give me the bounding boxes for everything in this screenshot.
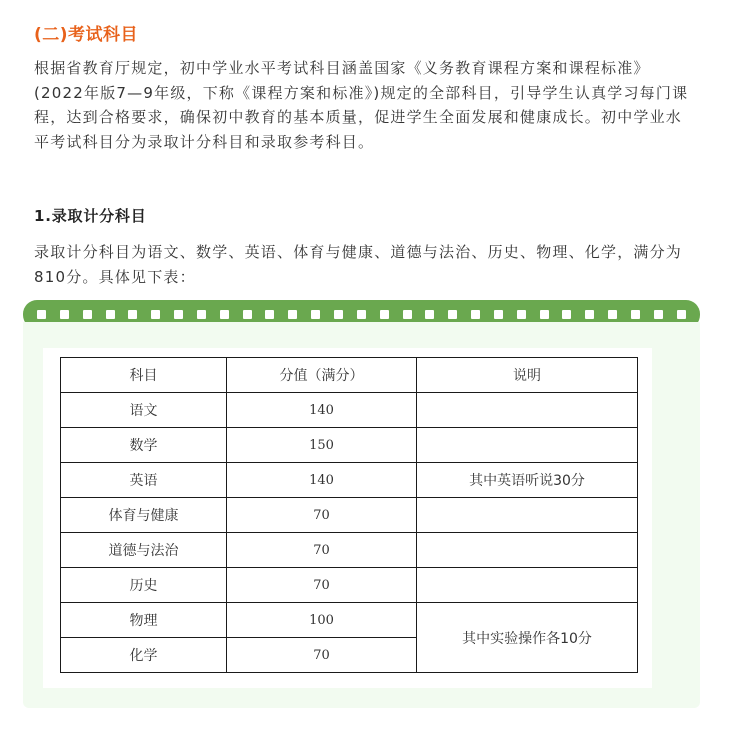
square-dot-icon	[174, 310, 183, 319]
square-dot-icon	[425, 310, 434, 319]
score-cell: 70	[227, 533, 417, 568]
table-row	[61, 463, 638, 498]
square-dot-icon	[243, 310, 252, 319]
subject-cell: 体育与健康	[61, 498, 227, 533]
square-dot-icon	[357, 310, 366, 319]
square-dot-icon	[288, 310, 297, 319]
note-cell	[417, 393, 638, 428]
table-row	[61, 533, 638, 568]
square-dot-icon	[197, 310, 206, 319]
square-dot-icon	[380, 310, 389, 319]
square-dot-icon	[403, 310, 412, 319]
square-dot-icon	[128, 310, 137, 319]
table-row	[61, 428, 638, 463]
note-cell	[417, 498, 638, 533]
square-dot-icon	[631, 310, 640, 319]
header-score: 分值（满分）	[227, 358, 417, 393]
header-subject: 科目	[61, 358, 227, 393]
subject-cell: 语文	[61, 393, 227, 428]
square-dot-icon	[151, 310, 160, 319]
square-dot-icon	[334, 310, 343, 319]
table-row	[61, 568, 638, 603]
square-dot-icon	[311, 310, 320, 319]
score-cell: 70	[227, 568, 417, 603]
header-note: 说明	[417, 358, 638, 393]
square-dot-icon	[494, 310, 503, 319]
score-cell: 140	[227, 393, 417, 428]
square-dot-icon	[608, 310, 617, 319]
note-cell: 其中英语听说30分	[417, 463, 638, 498]
subject-cell: 英语	[61, 463, 227, 498]
square-dot-icon	[106, 310, 115, 319]
square-dot-icon	[677, 310, 686, 319]
score-cell: 70	[227, 638, 417, 673]
square-dot-icon	[60, 310, 69, 319]
table-header-row	[61, 358, 638, 393]
square-dot-icon	[517, 310, 526, 319]
table-row	[61, 498, 638, 533]
subject-cell: 数学	[61, 428, 227, 463]
note-cell	[417, 428, 638, 463]
subsection-title: 1.录取计分科目	[34, 207, 147, 225]
subject-cell: 物理	[61, 603, 227, 638]
score-cell: 70	[227, 498, 417, 533]
square-dot-icon	[540, 310, 549, 319]
subject-cell: 历史	[61, 568, 227, 603]
note-cell-merged: 其中实验操作各10分	[417, 603, 638, 673]
subject-cell: 道德与法治	[61, 533, 227, 568]
subsection-paragraph: 录取计分科目为语文、数学、英语、体育与健康、道德与法治、历史、物理、化学，满分为810分。具体见下表：	[34, 243, 683, 286]
square-dot-icon	[37, 310, 46, 319]
table-row	[61, 393, 638, 428]
score-table	[60, 357, 638, 673]
square-dot-icon	[83, 310, 92, 319]
subject-cell: 化学	[61, 638, 227, 673]
section-title: (二)考试科目	[34, 25, 139, 45]
square-dot-icon	[562, 310, 571, 319]
square-dot-icon	[265, 310, 274, 319]
note-cell	[417, 568, 638, 603]
square-dot-icon	[448, 310, 457, 319]
score-cell: 100	[227, 603, 417, 638]
score-cell: 140	[227, 463, 417, 498]
square-dot-icon	[220, 310, 229, 319]
intro-paragraph: 根据省教育厅规定，初中学业水平考试科目涵盖国家《义务教育课程方案和课程标准》(2022年版7—9年级，下称《课程方案和标准》)规定的全部科目，引导学生认真学习每门课程，达到合格要求，确保初中教育的基本质量，促进学生全面发展和健康成长。初中学业水平考试科目分为录取计分科目和录取参考科目。	[34, 59, 689, 151]
table-row	[61, 603, 638, 638]
note-cell	[417, 533, 638, 568]
square-dot-icon	[654, 310, 663, 319]
score-cell: 150	[227, 428, 417, 463]
square-dot-icon	[471, 310, 480, 319]
square-dot-icon	[585, 310, 594, 319]
